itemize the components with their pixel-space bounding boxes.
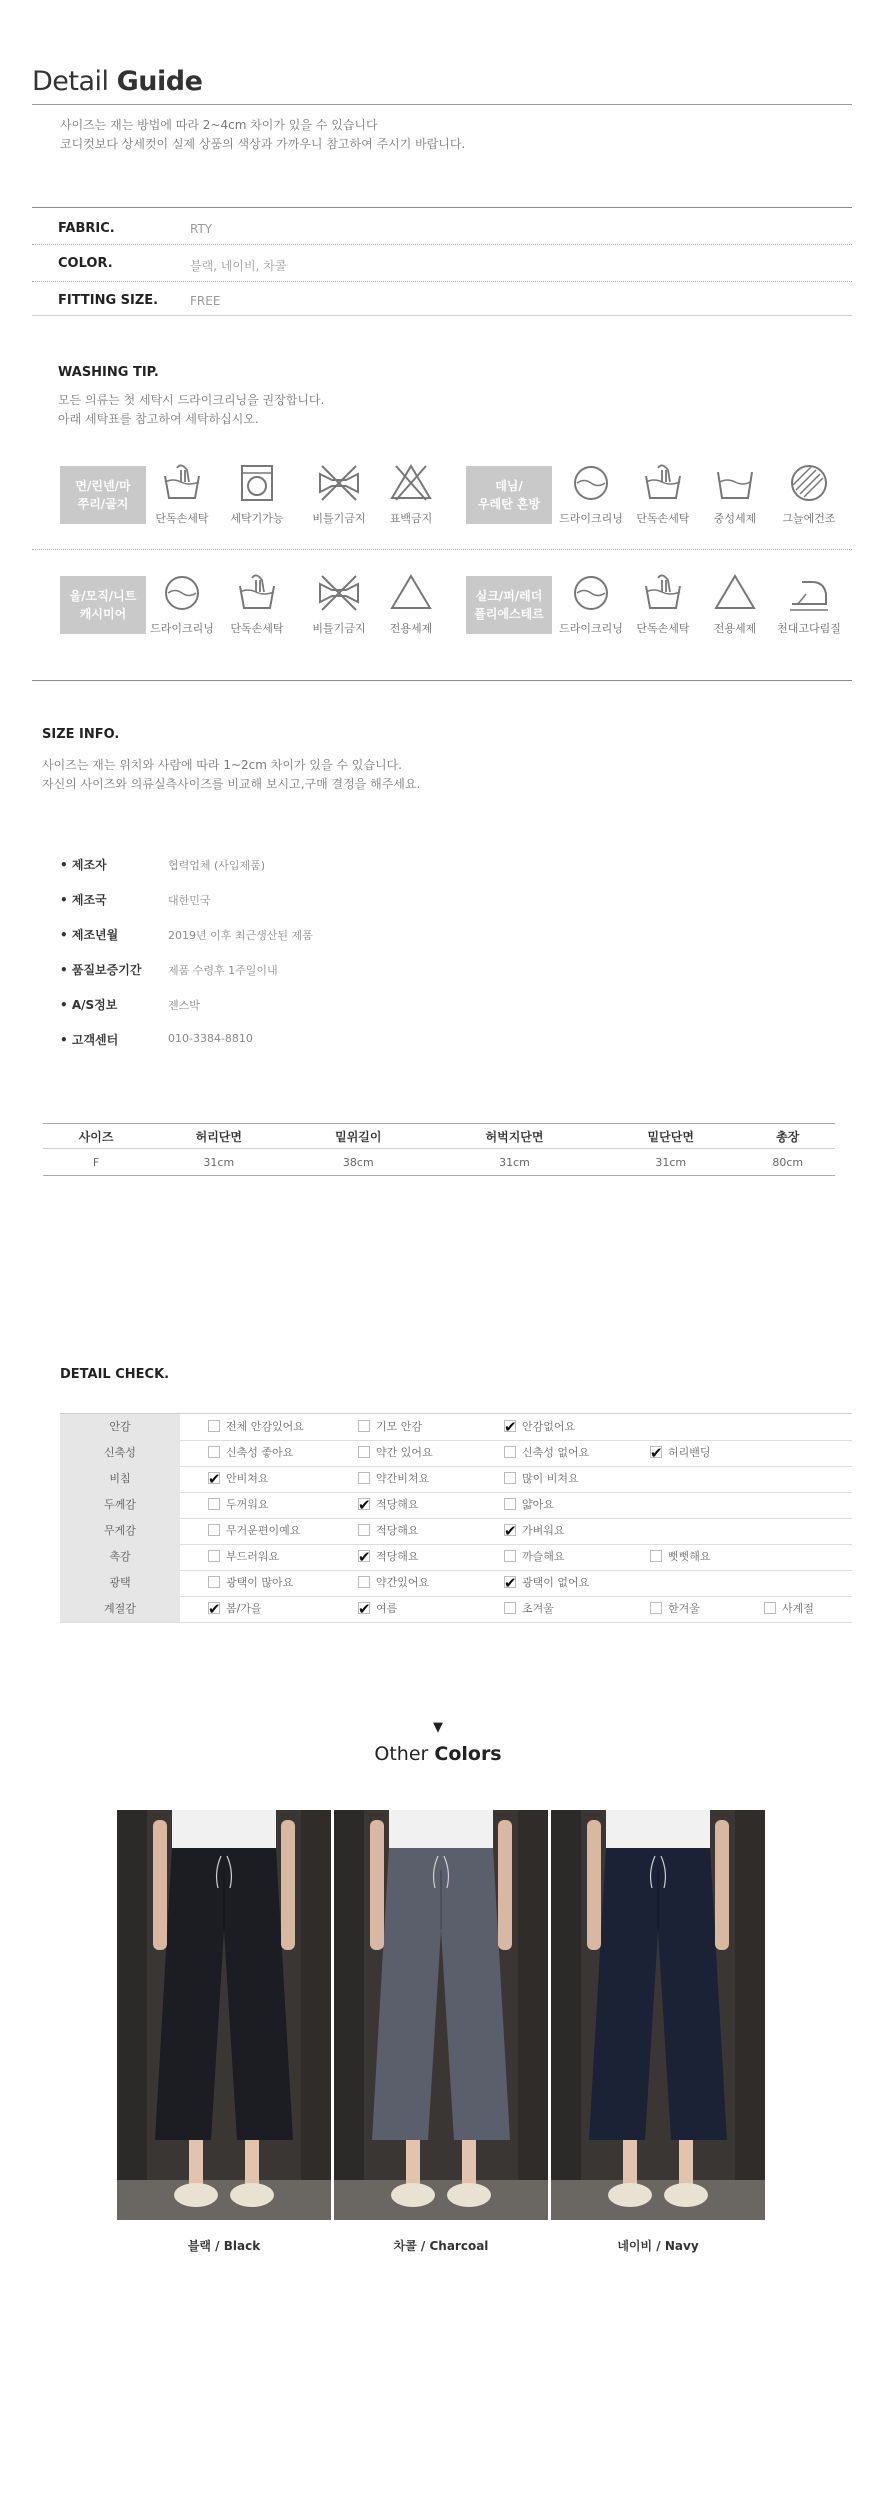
checkmark-icon: ✔ xyxy=(358,1548,371,1566)
detail-check-option[interactable] xyxy=(208,1596,262,1622)
checkmark-icon: ✔ xyxy=(504,1574,517,1592)
detail-check-key: 안감 xyxy=(60,1414,180,1440)
detail-check-option[interactable] xyxy=(208,1544,279,1570)
detail-check-option-label: 광택이 많아요 xyxy=(226,1576,294,1589)
washing-label: 드라이크리닝 xyxy=(150,622,214,635)
spec-label-color: COLOR. xyxy=(58,256,113,271)
detail-check-option[interactable] xyxy=(208,1466,269,1492)
detail-check-option[interactable] xyxy=(650,1440,711,1466)
spec-label-fitting: FITTING SIZE. xyxy=(58,293,159,308)
checkbox[interactable] xyxy=(358,1600,371,1618)
checkbox[interactable] xyxy=(358,1420,370,1432)
washing-note: 모든 의류는 첫 세탁시 드라이크리닝을 권장합니다. 아래 세탁표를 참고하여 세탁하십시오. xyxy=(58,393,325,426)
detail-check-option[interactable] xyxy=(208,1414,304,1440)
detail-check-option[interactable] xyxy=(358,1570,429,1596)
shade-dry-icon xyxy=(786,460,832,506)
checkbox[interactable] xyxy=(650,1550,662,1562)
table-header: 밑단단면 xyxy=(601,1124,741,1149)
detail-check-option[interactable] xyxy=(504,1518,565,1544)
detail-check-option-label: 기모 안감 xyxy=(376,1420,423,1433)
detail-check-row xyxy=(60,1466,852,1493)
detail-check-option[interactable] xyxy=(504,1492,554,1518)
detail-check-option-label: 적당해요 xyxy=(376,1524,419,1537)
detail-check-option[interactable] xyxy=(504,1544,565,1570)
checkbox[interactable] xyxy=(208,1446,220,1458)
manufacturer-value: 2019년 이후 최근생산된 제품 xyxy=(168,929,313,942)
table-cell: 80cm xyxy=(740,1149,835,1176)
checkbox[interactable] xyxy=(358,1496,371,1514)
detail-check-key: 계절감 xyxy=(60,1596,180,1622)
detail-check-row xyxy=(60,1518,852,1545)
checkbox[interactable] xyxy=(358,1472,370,1484)
detail-check-option-label: 뻣뻣해요 xyxy=(668,1550,711,1563)
washing-label: 비틀기금지 xyxy=(312,622,366,635)
table-header-row xyxy=(43,1124,835,1149)
spec-divider xyxy=(32,244,852,245)
table-header: 사이즈 xyxy=(43,1124,149,1149)
detail-check-option-label: 한겨울 xyxy=(668,1602,700,1615)
detail-check-option-label: 부드러워요 xyxy=(226,1550,280,1563)
spec-label-fabric: FABRIC. xyxy=(58,221,115,236)
detail-check-option-label: 광택이 없어요 xyxy=(522,1576,590,1589)
checkmark-icon: ✔ xyxy=(358,1600,371,1618)
dry-clean-icon xyxy=(159,570,205,616)
checkbox[interactable] xyxy=(208,1470,221,1488)
color-caption: 차콜 / Charcoal xyxy=(393,2239,489,2253)
detail-check-row xyxy=(60,1596,852,1623)
detail-check-row xyxy=(60,1570,852,1597)
checkbox[interactable] xyxy=(208,1550,220,1562)
detail-check-key: 무게감 xyxy=(60,1518,180,1544)
detail-check-option[interactable] xyxy=(504,1596,554,1622)
detail-check-option[interactable] xyxy=(208,1570,293,1596)
detail-check-option[interactable] xyxy=(208,1440,293,1466)
checkbox[interactable] xyxy=(504,1446,516,1458)
checkbox[interactable] xyxy=(650,1602,662,1614)
manufacturer-key: • 고객센터 xyxy=(60,1033,119,1047)
specs-top-divider xyxy=(32,207,852,208)
washing-label: 표백금지 xyxy=(389,512,433,525)
spec-value-fitting: FREE xyxy=(190,294,221,308)
detail-check-key: 비침 xyxy=(60,1466,180,1492)
detail-check-option[interactable] xyxy=(504,1440,589,1466)
detail-check-option-label: 적당해요 xyxy=(376,1550,419,1563)
checkbox[interactable] xyxy=(358,1524,370,1536)
hand-wash-icon xyxy=(640,460,686,506)
manufacturer-key: • 제조자 xyxy=(60,858,107,872)
detail-check-option-label: 여름 xyxy=(376,1602,398,1615)
checkbox[interactable] xyxy=(504,1472,516,1484)
washing-label: 단독손세탁 xyxy=(636,622,690,635)
hand-wash-icon xyxy=(159,460,205,506)
detail-check-option-label: 약간비쳐요 xyxy=(376,1472,430,1485)
manufacturer-key: • 품질보증기간 xyxy=(60,963,142,977)
table-cell: 31cm xyxy=(601,1149,741,1176)
spec-value-color: 블랙, 네이비, 차콜 xyxy=(190,259,287,273)
detail-check-option[interactable] xyxy=(358,1414,422,1440)
product-photo[interactable] xyxy=(551,1810,765,2220)
iron-cloth-icon xyxy=(786,570,832,616)
checkbox[interactable] xyxy=(358,1446,370,1458)
special-detergent-icon xyxy=(388,570,434,616)
detail-check-option-label: 까슬해요 xyxy=(522,1550,565,1563)
detail-check-option[interactable] xyxy=(504,1414,575,1440)
table-cell: 31cm xyxy=(428,1149,601,1176)
checkmark-icon: ✔ xyxy=(208,1600,221,1618)
detail-check-option[interactable] xyxy=(358,1492,419,1518)
table-header: 허리단면 xyxy=(149,1124,289,1149)
size-info-note: 사이즈는 재는 위치와 사람에 따라 1~2cm 차이가 있을 수 있습니다. 자신의 사이즈와 의류실측사이즈를 비교해 보시고,구매 결정을 해주세요. xyxy=(42,758,421,791)
detail-check-option-label: 안비쳐요 xyxy=(226,1472,269,1485)
checkbox[interactable] xyxy=(208,1524,220,1536)
washing-category: 면/린넨/마 쭈리/골지 xyxy=(60,466,146,524)
manufacturer-key: • 제조년월 xyxy=(60,928,119,942)
detail-check-option[interactable] xyxy=(358,1518,419,1544)
washing-label: 전용세제 xyxy=(389,622,433,635)
detail-check-option[interactable] xyxy=(650,1596,700,1622)
washing-label: 중성세제 xyxy=(713,512,757,525)
detail-check-option-label: 초겨울 xyxy=(522,1602,554,1615)
hand-wash-icon xyxy=(640,570,686,616)
special-detergent-icon xyxy=(712,570,758,616)
detail-check-option-label: 얇아요 xyxy=(522,1498,554,1511)
detail-check-option-label: 가벼워요 xyxy=(522,1524,565,1537)
checkbox[interactable] xyxy=(358,1576,370,1588)
checkbox[interactable] xyxy=(208,1600,221,1618)
other-colors-title: Other Colors xyxy=(374,1743,502,1765)
checkbox[interactable] xyxy=(504,1498,516,1510)
checkmark-icon: ✔ xyxy=(208,1470,221,1488)
detail-check-option-label: 허리밴딩 xyxy=(668,1446,711,1459)
detail-check-heading: DETAIL CHECK. xyxy=(60,1367,170,1382)
washing-label: 단독손세탁 xyxy=(230,622,284,635)
detail-check-option-label: 약간있어요 xyxy=(376,1576,430,1589)
detail-check-option-label: 안감없어요 xyxy=(522,1420,576,1433)
color-caption: 네이비 / Navy xyxy=(617,2239,699,2253)
washing-machine-icon xyxy=(234,460,280,506)
washing-category: 데님/ 우레탄 혼방 xyxy=(466,466,552,524)
detail-check-option[interactable] xyxy=(650,1544,711,1570)
down-arrow-icon: ▼ xyxy=(433,1720,443,1735)
manufacturer-value: 협력업체 (사입제품) xyxy=(168,859,266,872)
detail-check-key: 촉감 xyxy=(60,1544,180,1570)
detail-check-row xyxy=(60,1414,852,1441)
table-header: 총장 xyxy=(740,1124,835,1149)
checkmark-icon: ✔ xyxy=(358,1496,371,1514)
washing-category: 실크/퍼/레더 폴리에스테르 xyxy=(466,576,552,634)
size-table xyxy=(43,1123,835,1176)
checkbox[interactable] xyxy=(504,1574,517,1592)
no-wring-icon xyxy=(316,570,362,616)
table-row xyxy=(43,1149,835,1176)
detail-check-option[interactable] xyxy=(358,1466,429,1492)
manufacturer-key: • 제조국 xyxy=(60,893,107,907)
detail-check-option-label: 신축성 좋아요 xyxy=(226,1446,294,1459)
detail-check-option-label: 봄/가을 xyxy=(226,1602,262,1615)
washing-bottom-divider xyxy=(32,680,852,681)
color-caption: 블랙 / Black xyxy=(187,2239,261,2253)
washing-divider xyxy=(32,549,852,550)
detail-check-key: 두께감 xyxy=(60,1492,180,1518)
table-cell: 31cm xyxy=(149,1149,289,1176)
dry-clean-icon xyxy=(568,570,614,616)
detail-check-row xyxy=(60,1544,852,1571)
detail-check-option[interactable] xyxy=(764,1596,814,1622)
table-cell: F xyxy=(43,1149,149,1176)
size-info-heading: SIZE INFO. xyxy=(42,727,120,742)
detail-check-option[interactable] xyxy=(504,1570,589,1596)
washing-label: 드라이크리닝 xyxy=(559,622,623,635)
detail-check-option[interactable] xyxy=(208,1492,269,1518)
checkbox[interactable] xyxy=(504,1550,516,1562)
manufacturer-value: 젠스박 xyxy=(168,999,200,1012)
washing-label: 비틀기금지 xyxy=(312,512,366,525)
washing-label: 그늘에건조 xyxy=(782,512,836,525)
detail-check-option-label: 적당해요 xyxy=(376,1498,419,1511)
no-wring-icon xyxy=(316,460,362,506)
manufacturer-value: 대한민국 xyxy=(168,894,211,907)
detail-check-key: 신축성 xyxy=(60,1440,180,1466)
neutral-detergent-icon xyxy=(712,460,758,506)
detail-check-option-label: 많이 비쳐요 xyxy=(522,1472,579,1485)
intro-note: 사이즈는 재는 방법에 따라 2~4cm 차이가 있을 수 있습니다 코디컷보다 상세컷이 실제 상품의 색상과 가까우니 참고하여 주시기 바랍니다. xyxy=(60,118,466,151)
checkbox[interactable] xyxy=(208,1576,220,1588)
checkbox[interactable] xyxy=(504,1522,517,1540)
detail-check-option[interactable] xyxy=(358,1544,419,1570)
spec-value-fabric: RTY xyxy=(190,222,213,236)
table-cell: 38cm xyxy=(289,1149,429,1176)
checkbox[interactable] xyxy=(504,1418,517,1436)
checkbox[interactable] xyxy=(208,1420,220,1432)
checkbox[interactable] xyxy=(358,1548,371,1566)
spec-divider xyxy=(32,281,852,282)
detail-check-option-label: 전체 안감있어요 xyxy=(226,1420,304,1433)
detail-check-key: 광택 xyxy=(60,1570,180,1596)
detail-check-option-label: 사계절 xyxy=(782,1602,814,1615)
detail-check-option[interactable] xyxy=(358,1596,397,1622)
washing-label: 단독손세탁 xyxy=(636,512,690,525)
product-photo[interactable] xyxy=(117,1810,331,2220)
checkmark-icon: ✔ xyxy=(504,1522,517,1540)
hand-wash-icon xyxy=(234,570,280,616)
product-photo[interactable] xyxy=(334,1810,548,2220)
checkbox[interactable] xyxy=(650,1444,663,1462)
detail-check-option-label: 약간 있어요 xyxy=(376,1446,433,1459)
manufacturer-value: 010-3384-8810 xyxy=(168,1032,253,1045)
detail-check-option-label: 신축성 없어요 xyxy=(522,1446,590,1459)
washing-heading: WASHING TIP. xyxy=(58,365,159,380)
no-bleach-icon xyxy=(388,460,434,506)
checkmark-icon: ✔ xyxy=(650,1444,663,1462)
manufacturer-value: 제품 수령후 1주일이내 xyxy=(168,964,278,977)
checkbox[interactable] xyxy=(504,1602,516,1614)
detail-check-option-label: 무거운편이예요 xyxy=(226,1524,301,1537)
detail-check-option[interactable] xyxy=(208,1518,300,1544)
washing-label: 천대고다림질 xyxy=(777,622,841,635)
washing-label: 세탁기가능 xyxy=(230,512,284,525)
dry-clean-icon xyxy=(568,460,614,506)
title-divider xyxy=(32,104,852,105)
specs-bottom-divider xyxy=(32,315,852,316)
checkbox[interactable] xyxy=(764,1602,776,1614)
detail-check-option-label: 두꺼워요 xyxy=(226,1498,269,1511)
table-header: 허벅지단면 xyxy=(428,1124,601,1149)
washing-label: 드라이크리닝 xyxy=(559,512,623,525)
washing-label: 단독손세탁 xyxy=(155,512,209,525)
checkbox[interactable] xyxy=(208,1498,220,1510)
page-title: Detail Guide xyxy=(32,66,203,97)
table-header: 밑위길이 xyxy=(289,1124,429,1149)
detail-check-row xyxy=(60,1492,852,1519)
checkmark-icon: ✔ xyxy=(504,1418,517,1436)
detail-check-row xyxy=(60,1440,852,1467)
detail-check-option[interactable] xyxy=(504,1466,579,1492)
manufacturer-key: • A/S정보 xyxy=(60,998,118,1012)
washing-category: 울/모직/니트 캐시미어 xyxy=(60,576,146,634)
washing-label: 전용세제 xyxy=(713,622,757,635)
detail-check-option[interactable] xyxy=(358,1440,433,1466)
